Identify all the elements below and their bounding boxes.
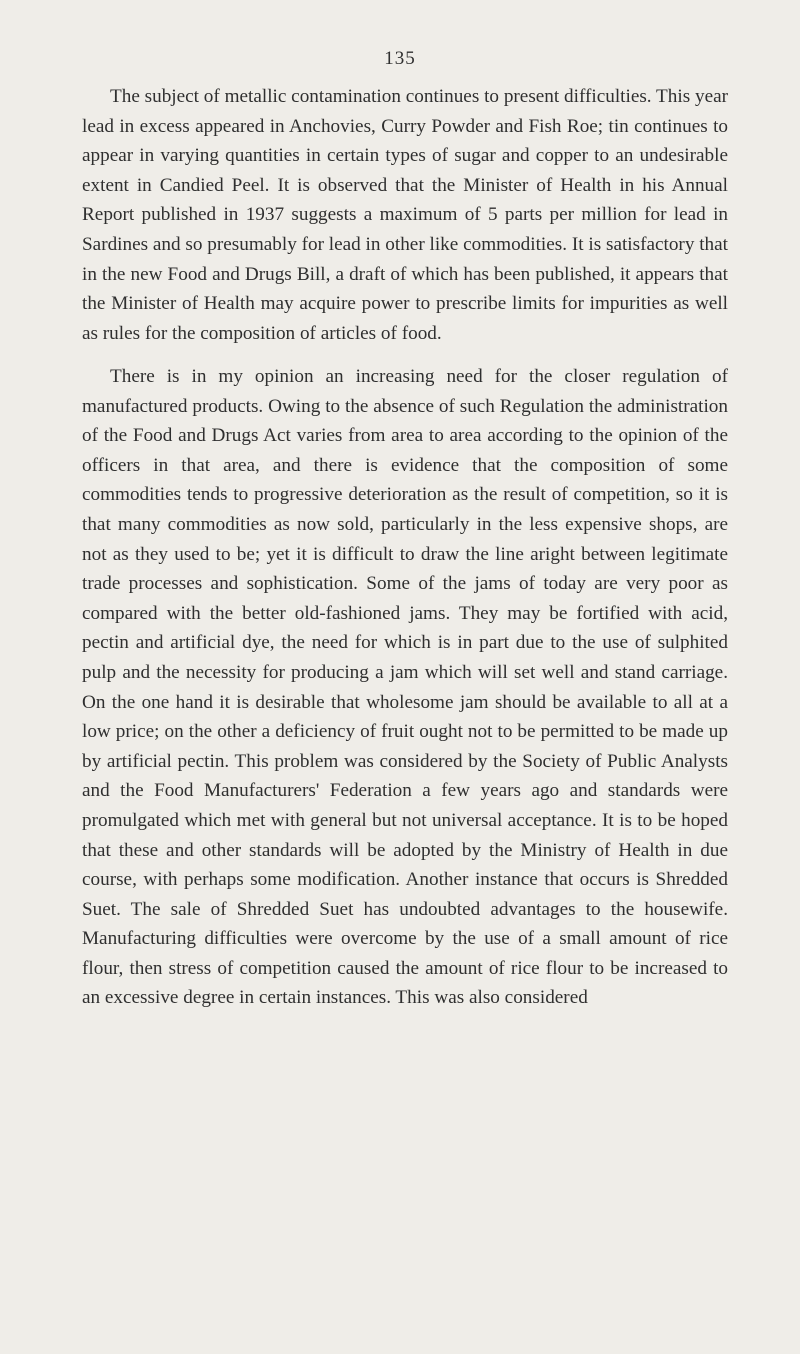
paragraph-regulation-of-products: [82, 362, 728, 1013]
paragraph-text: The subject of metallic contamination continues to present difficulties. This year lead in excess appeared in Anchovies, Curry Powder and Fish Roe; tin continues to appear in varying quantities in certain types of sugar and copper to an undesirable extent in Candied Peel. It is observed that the Minister of Health in his Annual Report published in 1937 suggests a maximum of 5 parts per million for lead in Sardines and so presumably for lead in other like commodities. It is satisfactory that in the new Food and Drugs Bill, a draft of which has been published, it appears that the Minister of Health may acquire power to prescribe limits for impurities as well as rules for the composition of articles of food.: [82, 86, 728, 344]
page-number: 135: [384, 48, 416, 69]
paragraph-metallic-contamination: [82, 82, 728, 348]
paragraph-text: There is in my opinion an increasing need for the closer regulation of manufactured products. Owing to the absence of such Regulation the administration of the Food and Drugs Act varies from area to area according to the opinion of the officers in that area, and there is evidence that the composition of some commodities tends to progressive deterioration as the result of competition, so it is that many commodities as now sold, particularly in the less expensive shops, are not as they used to be; yet it is difficult to draw the line aright between legitimate trade processes and sophistication. Some of the jams of today are very poor as compared with the better old-fashioned jams. They may be fortified with acid, pectin and artificial dye, the need for which is in part due to the use of sulphited pulp and the necessity for producing a jam which will set well and stand carriage. On the one hand it is desirable that wholesome jam should be available to all at a low price; on the other a deficiency of fruit ought not to be permitted to be made up by artificial pectin. This problem was considered by the Society of Public Analysts and the Food Manufacturers' Federation a few years ago and standards were promulgated which met with general but not universal acceptance. It is to be hoped that these and other standards will be adopted by the Ministry of Health in due course, with perhaps some modification. Another instance that occurs is Shredded Suet. The sale of Shredded Suet has undoubted advantages to the housewife. Manufacturing difficulties were overcome by the use of a small amount of rice flour, then stress of competition caused the amount of rice flour to be increased to an excessive degree in certain instances. This was also considered: [82, 366, 728, 1009]
